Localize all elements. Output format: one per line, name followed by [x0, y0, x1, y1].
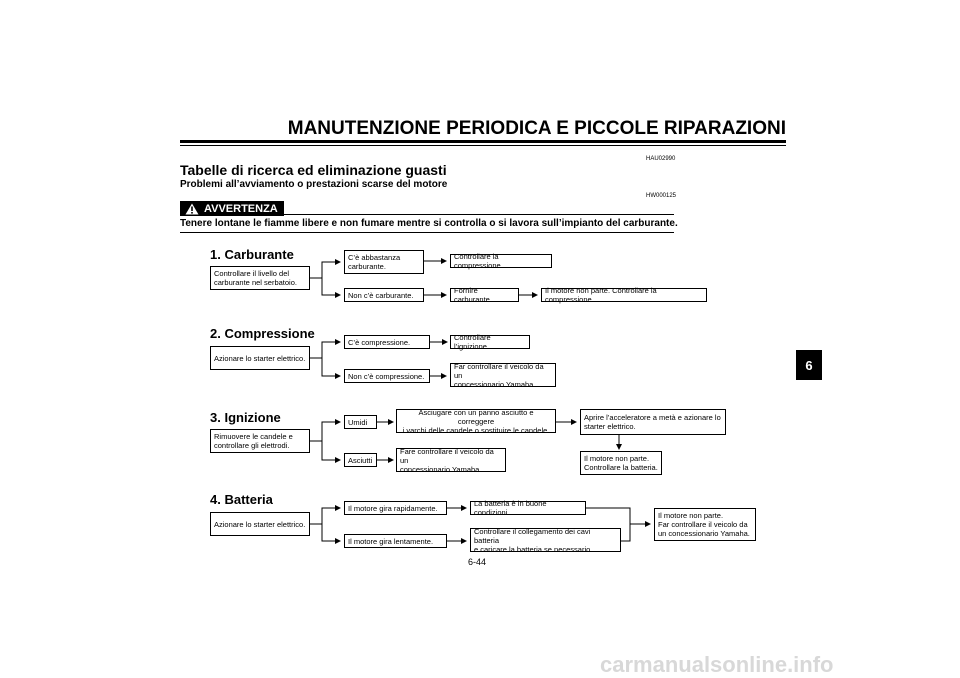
chapter-tab: 6 — [796, 350, 822, 380]
s3-wet-action-box: Asciugare con un panno asciutto e correggere i varchi delle candele o sostituire le candele. — [396, 409, 556, 433]
s3-dry-action-box: Fare controllare il veicolo da un concessionario Yamaha. — [396, 448, 506, 472]
s4-fast-action-box: La batteria è in buone condizioni. — [470, 501, 586, 515]
s3-start-box: Rimuovere le candele e controllare gli elettrodi. — [210, 429, 310, 453]
s4-result-box: Il motore non parte. Far controllare il veicolo da un concessionario Yamaha. — [654, 508, 756, 541]
s3-wet-box: Umidi — [344, 415, 377, 429]
section-1-title: 1. Carburante — [210, 247, 294, 262]
s1-no-box: Non c’è carburante. — [344, 288, 424, 302]
warning-text: Tenere lontane le fiamme libere e non fumare mentre si controlla o si lavora sull’impianto del carburante. — [180, 218, 678, 229]
warning-label: AVVERTENZA — [204, 202, 278, 215]
s1-no-result-box: Il motore non parte. Controllare la compressione. — [541, 288, 707, 302]
section-code: HAU02990 — [646, 156, 676, 162]
s3-wet-result-box: Il motore non parte. Controllare la batteria. — [580, 451, 662, 475]
s2-start-box: Azionare lo starter elettrico. — [210, 346, 310, 370]
page-title: MANUTENZIONE PERIODICA E PICCOLE RIPARAZIONI — [287, 118, 786, 139]
footer-watermark: carmanualsonline.info — [600, 652, 834, 677]
s4-start-box: Azionare lo starter elettrico. — [210, 512, 310, 536]
page-number: 6-44 — [468, 557, 487, 567]
s2-yes-action-box: Controllare l’ignizione. — [450, 335, 530, 349]
s4-slow-box: Il motore gira lentamente. — [344, 534, 447, 548]
s1-yes-action-box: Controllare la compressione. — [450, 254, 552, 268]
section-2-title: 2. Compressione — [210, 326, 315, 341]
section-subheading: Problemi all’avviamento o prestazioni scarse del motore — [180, 179, 448, 190]
section-4-title: 4. Batteria — [210, 492, 273, 507]
s4-slow-action-box: Controllare il collegamento dei cavi batteria e caricare la batteria se necessario. — [470, 528, 621, 552]
section-heading: Tabelle di ricerca ed eliminazione guasti — [180, 162, 447, 178]
s1-no-action-box: Fornire carburante. — [450, 288, 519, 302]
s2-yes-box: C’è compressione. — [344, 335, 430, 349]
warning-code: HW000125 — [646, 193, 677, 199]
s2-no-box: Non c’è compressione. — [344, 369, 430, 383]
section-3-title: 3. Ignizione — [210, 410, 281, 425]
s4-fast-box: Il motore gira rapidamente. — [344, 501, 447, 515]
s2-no-action-box: Far controllare il veicolo da un concessionario Yamaha. — [450, 363, 556, 387]
s1-yes-box: C’è abbastanza carburante. — [344, 250, 424, 274]
s3-dry-box: Asciutti — [344, 453, 377, 467]
s3-wet-next-box: Aprire l’acceleratore a metà e azionare lo starter elettrico. — [580, 409, 726, 435]
s1-start-box: Controllare il livello del carburante nel serbatoio. — [210, 266, 310, 290]
